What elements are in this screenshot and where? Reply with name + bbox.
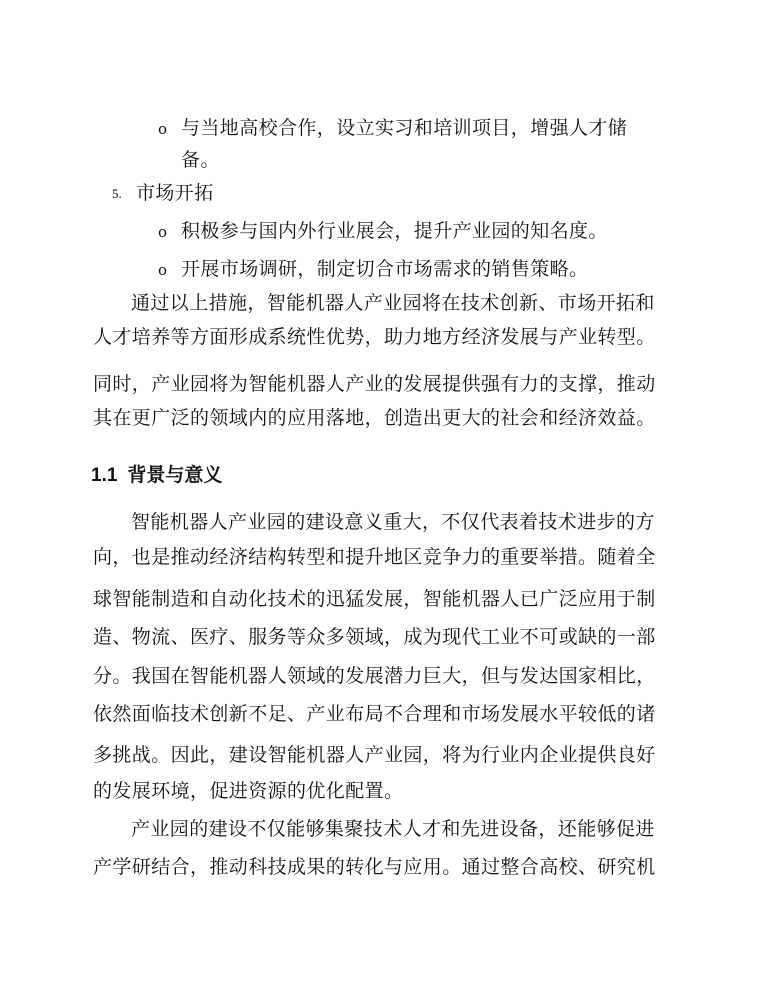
summary-paragraph-line: 人才培养等方面形成系统性优势，助力地方经济发展与产业转型。 [93, 326, 656, 348]
body-paragraph-line: 球智能制造和自动化技术的迅猛发展，智能机器人已广泛应用于制 [93, 588, 656, 610]
body-paragraph-line: 产学研结合，推动科技成果的转化与应用。通过整合高校、研究机 [93, 856, 656, 878]
list-bullet: o [158, 223, 168, 241]
list-item-text: 开展市场调研，制定切合市场需求的销售策略。 [181, 258, 589, 280]
body-paragraph-line: 依然面临技术创新不足、产业布局不合理和市场发展水平较低的诸 [93, 703, 656, 725]
summary-paragraph-line: 其在更广泛的领域内的应用落地，创造出更大的社会和经济效益。 [93, 407, 656, 429]
summary-paragraph-line: 同时，产业园将为智能机器人产业的发展提供强有力的支撑，推动 [93, 373, 656, 395]
body-paragraph-line: 向，也是推动经济结构转型和提升地区竞争力的重要举措。随着全 [93, 546, 656, 568]
list-number: 5. [112, 186, 122, 201]
list-item-text: 积极参与国内外行业展会，提升产业园的知名度。 [181, 220, 608, 242]
section-heading [91, 462, 222, 489]
list-section-title: 市场开拓 [136, 182, 214, 204]
summary-paragraph-line: 通过以上措施，智能机器人产业园将在技术创新、市场开拓和 [131, 292, 655, 314]
body-paragraph-line: 多挑战。因此，建设智能机器人产业园，将为行业内企业提供良好 [93, 744, 656, 766]
list-item-text-continued: 备。 [181, 149, 220, 171]
body-paragraph-line: 智能机器人产业园的建设意义重大，不仅代表着技术进步的方 [131, 511, 655, 533]
body-paragraph-line: 造、物流、医疗、服务等众多领域，成为现代工业不可或缺的一部 [93, 626, 656, 648]
list-item-text: 与当地高校合作，设立实习和培训项目，增强人才储 [181, 117, 628, 139]
list-bullet: o [158, 261, 168, 279]
body-paragraph-line: 产业园的建设不仅能够集聚技术人才和先进设备，还能够促进 [131, 818, 655, 840]
section-number: 1.1 [91, 465, 118, 486]
body-paragraph-line: 的发展环境，促进资源的优化配置。 [93, 780, 404, 802]
body-paragraph-line: 分。我国在智能机器人领域的发展潜力巨大，但与发达国家相比， [93, 665, 656, 687]
section-title: 背景与意义 [127, 464, 223, 486]
list-bullet: o [158, 120, 168, 138]
